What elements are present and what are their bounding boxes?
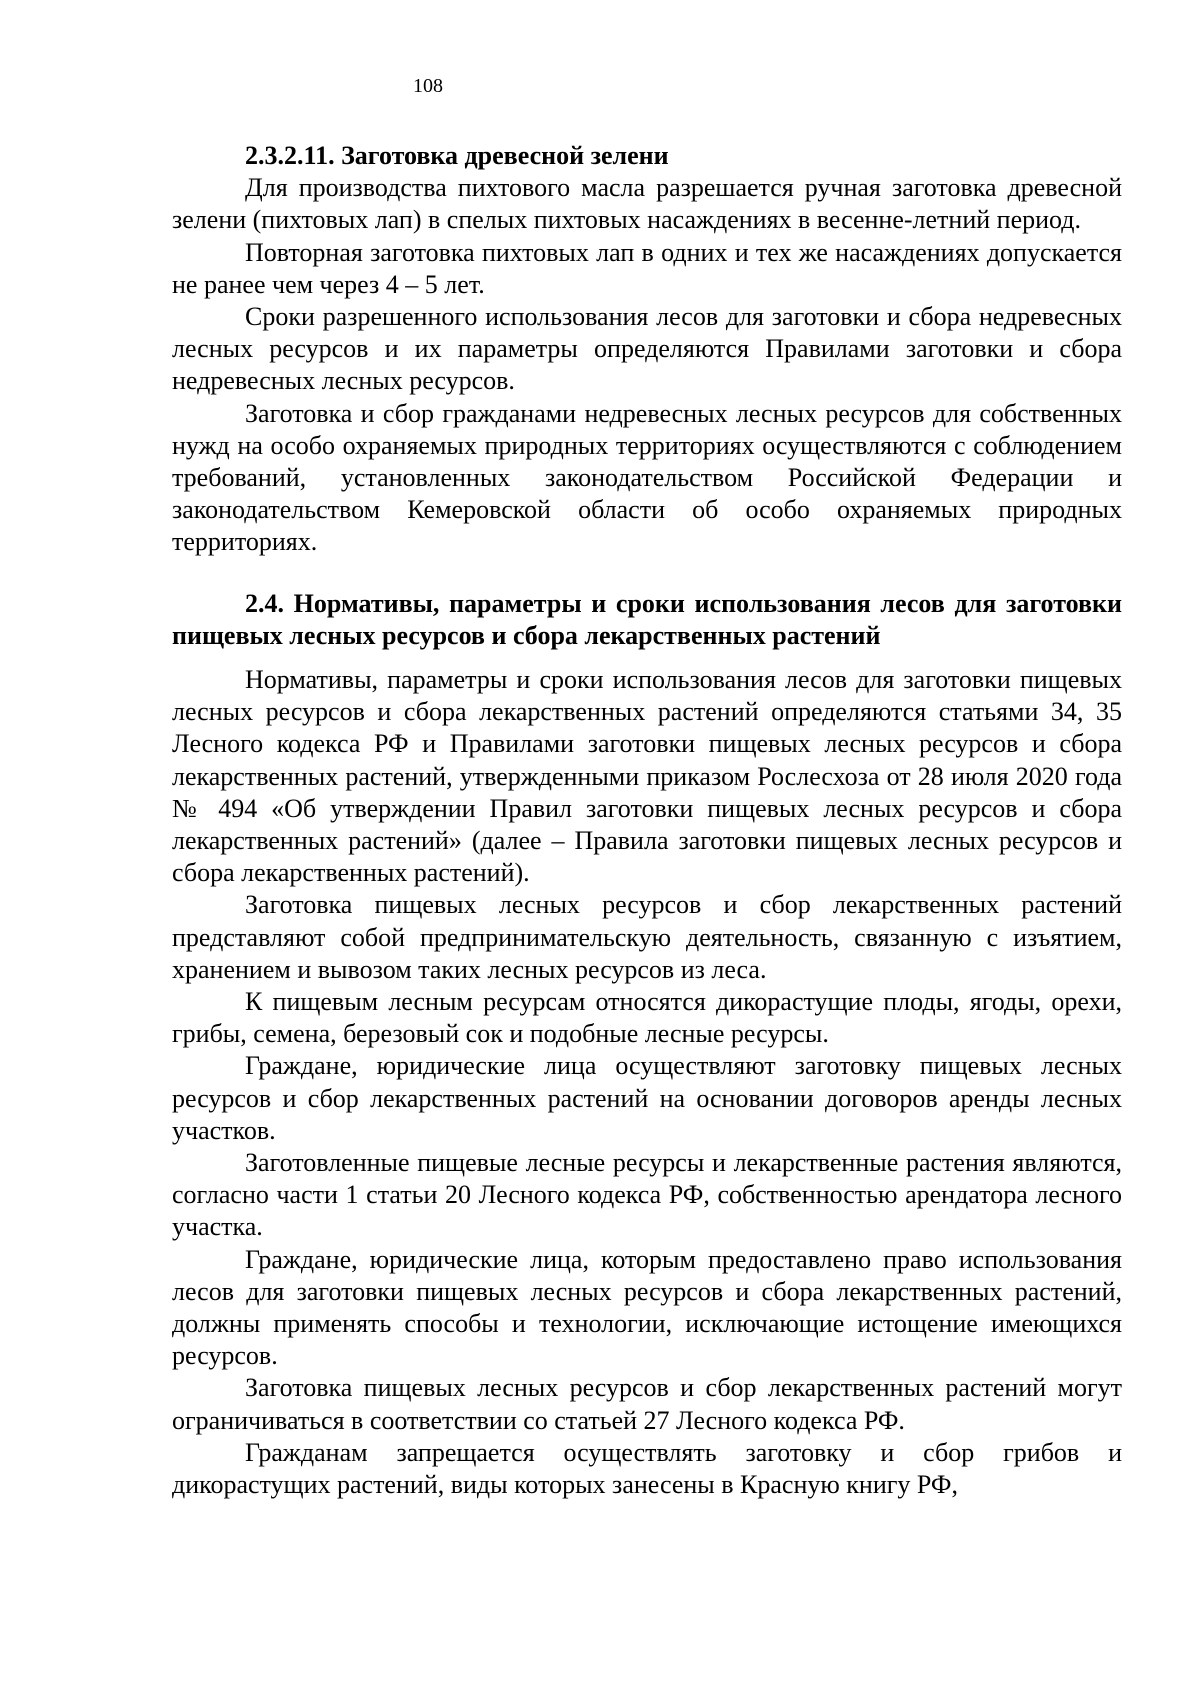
paragraph: Нормативы, параметры и сроки использования лесов для заготовки пищевых лесных ресурсов и сбора лекарственных растений определяются статьями 34, 35 Лесного кодекса РФ и Правилами заготовки пищевых лесных ресурсов и сбора лекарственных растений, утвержденными приказом Рослесхоза от 28 июля 2020 года № 494 «Об утверждении Правил заготовки пищевых лесных ресурсов и сбора лекарственных растений» (далее – Правила заготовки пищевых лесных ресурсов и сбора лекарственных растений). bbox=[172, 665, 1122, 888]
section-2-4-body bbox=[172, 664, 1122, 1501]
paragraph: Граждане, юридические лица, которым предоставлено право использования лесов для заготовки пищевых лесных ресурсов и сбора лекарственных растений, должны применять способы и технологии, исключающие истощение имеющихся ресурсов. bbox=[172, 1244, 1122, 1371]
paragraph: Заготовленные пищевые лесные ресурсы и лекарственные растения являются, согласно части 1 статьи 20 Лесного кодекса РФ, собственностью арендатора лесного участка. bbox=[172, 1148, 1122, 1242]
section-heading: 2.4. Нормативы, параметры и сроки использования лесов для заготовки пищевых лесных ресурсов и сбора лекарственных растений bbox=[172, 589, 1122, 651]
section-heading: 2.3.2.11. Заготовка древесной зелени bbox=[245, 141, 669, 170]
page-number: 108 bbox=[413, 75, 443, 97]
paragraph: Гражданам запрещается осуществлять заготовку и сбор грибов и дикорастущих растений, виды которых занесены в Красную книгу РФ, bbox=[172, 1437, 1122, 1500]
section-2-3-2-11 bbox=[172, 140, 1122, 559]
paragraph: Сроки разрешенного использования лесов для заготовки и сбора недревесных лесных ресурсов и их параметры определяются Правилами заготовки и сбора недревесных лесных ресурсов. bbox=[172, 302, 1122, 396]
paragraph: Повторная заготовка пихтовых лап в одних и тех же насаждениях допускается не ранее чем через 4 – 5 лет. bbox=[172, 237, 1122, 299]
paragraph: К пищевым лесным ресурсам относятся дикорастущие плоды, ягоды, орехи, грибы, семена, березовый сок и подобные лесные ресурсы. bbox=[172, 987, 1122, 1049]
paragraph: Граждане, юридические лица осуществляют заготовку пищевых лесных ресурсов и сбор лекарственных растений на основании договоров аренды лесных участков. bbox=[172, 1051, 1122, 1145]
paragraph: Заготовка пищевых лесных ресурсов и сбор лекарственных растений представляют собой предпринимательскую деятельность, связанную с изъятием, хранением и вывозом таких лесных ресурсов из леса. bbox=[172, 890, 1122, 984]
paragraph: Заготовка пищевых лесных ресурсов и сбор лекарственных растений могут ограничиваться в соответствии со статьей 27 Лесного кодекса РФ. bbox=[172, 1373, 1122, 1435]
paragraph: Заготовка и сбор гражданами недревесных лесных ресурсов для собственных нужд на особо охраняемых природных территориях осуществляются с соблюдением требований, установленных законодательством Российской Федерации и законодательством Кемеровской области об особо охраняемых природных территориях. bbox=[172, 398, 1122, 557]
section-2-4 bbox=[172, 588, 1122, 652]
paragraph: Для производства пихтового масла разрешается ручная заготовка древесной зелени (пихтовых лап) в спелых пихтовых насаждениях в весенне-летний период. bbox=[172, 173, 1122, 235]
